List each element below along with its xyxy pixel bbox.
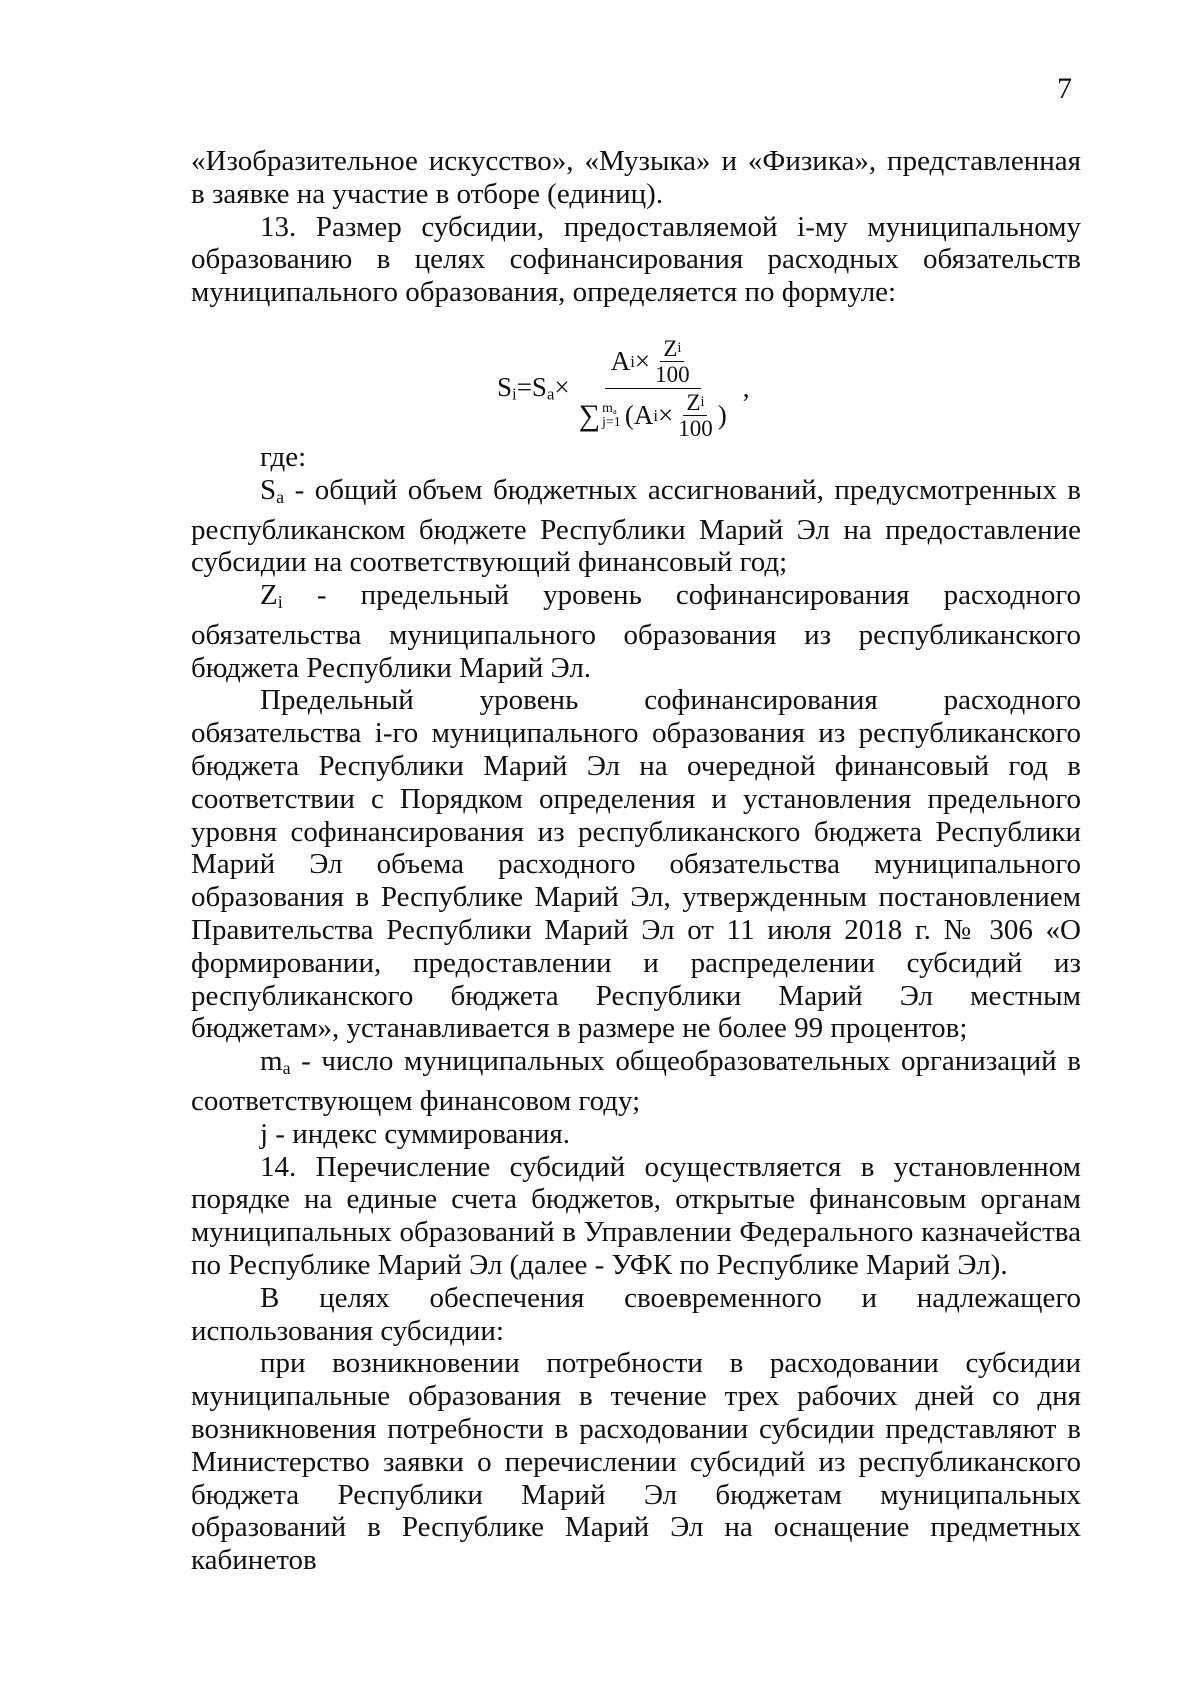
- where-label: где:: [260, 440, 307, 473]
- formula-sa: S: [531, 372, 547, 403]
- ma-definition-text: - число муниципальных общеобразовательных организаций в соответствующем финансовом году;: [191, 1045, 1081, 1117]
- page-number: 7: [1057, 72, 1072, 105]
- definition-sa: [191, 474, 1081, 579]
- formula-sum-upper: [602, 402, 621, 416]
- paragraph-purpose: В целях обеспечения своевременного и надлежащего использования субсидии:: [191, 1281, 1081, 1347]
- formula-hundred: 100: [655, 362, 690, 387]
- subsidy-formula: [497, 337, 749, 440]
- formula-z-2: Z: [686, 390, 701, 415]
- formula-sum-lower: j=1: [602, 414, 621, 430]
- formula-z: Z: [663, 336, 678, 361]
- paragraph-13: 13. Размер субсидии, предоставляемой i-му муниципальному образованию в целях софинансирования расходных обязательств муниципального образования, определяется по формуле:: [191, 210, 1081, 309]
- formula-a-2: A: [633, 400, 654, 430]
- formula-z-sub-2: i: [700, 394, 705, 411]
- formula-a: A: [610, 346, 631, 376]
- formula-sum-limits: [602, 402, 621, 430]
- definition-zi: [191, 579, 1081, 684]
- formula-equals: =: [516, 372, 532, 403]
- formula-sum-m-sub: a: [612, 405, 617, 416]
- zi-definition-text: - предельный уровень софинансирования расходного обязательства муниципального образования из республиканского бюджета Республики Марий Эл.: [191, 579, 1081, 684]
- paragraph-application: при возникновении потребности в расходовании субсидии муниципальные образования в течение трех рабочих дней со дня возникновения потребности в расходовании субсидии представляют в Министерство заявки о перечислении субсидий из республиканского бюджета Республики Марий Эл бюджетам муниципальных образований в Республике Марий Эл на оснащение предметных кабинетов: [191, 1347, 1081, 1577]
- formula-times: ×: [554, 372, 570, 403]
- formula-lhs: [497, 372, 570, 405]
- zi-symbol: Z: [260, 579, 278, 612]
- formula-hundred-2: 100: [678, 416, 713, 441]
- formula-a-sub: i: [630, 351, 635, 371]
- definition-j: j - индекс суммирования.: [260, 1117, 571, 1150]
- sa-subscript: a: [276, 486, 285, 507]
- formula-s-sub: i: [512, 384, 517, 404]
- formula-sum-m: m: [602, 400, 613, 416]
- formula-rparen: ): [717, 400, 727, 430]
- formula-times-3: ×: [657, 400, 674, 430]
- formula-denominator: [573, 389, 733, 440]
- ma-symbol: m: [260, 1045, 283, 1078]
- formula-s: S: [497, 372, 513, 403]
- formula-comma: ,: [742, 373, 750, 403]
- formula-z-numerator-2: [683, 391, 707, 416]
- definition-ma: [191, 1045, 1081, 1118]
- ma-subscript: a: [282, 1058, 291, 1079]
- formula-sigma: ∑: [578, 398, 601, 432]
- formula-times-2: ×: [634, 346, 651, 376]
- formula-main-fraction: [573, 337, 733, 440]
- level-paragraph: Предельный уровень софинансирования расходного обязательства i-го муниципального образования из республиканского бюджета Республики Марий Эл на очередной финансовый год в соответствии с Порядком определения и установления предельного уровня софинансирования из республиканского бюджета Республики Марий Эл объема расходного обязательства муниципального образования в Республике Марий Эл, утвержденным постановлением Правительства Республики Марий Эл от 11 июля 2018 г. № 306 «О формировании, предоставлении и распределении субсидий из республиканского бюджета Республики Марий Эл местным бюджетам», устанавливается в размере не более 99 процентов;: [191, 684, 1081, 1045]
- sa-definition-text: - общий объем бюджетных ассигнований, предусмотренных в республиканском бюджете Республики Марий Эл на предоставление субсидии на соответствующий финансовый год;: [191, 473, 1081, 579]
- sa-symbol: S: [260, 473, 277, 506]
- formula-sa-sub: a: [546, 384, 555, 404]
- zi-subscript: i: [277, 592, 283, 613]
- formula-z-numerator: [660, 337, 684, 362]
- formula-numerator: [605, 337, 701, 389]
- formula-z-fraction-2: [675, 391, 716, 440]
- formula-z-fraction: [652, 337, 693, 386]
- formula-a-sub-2: i: [653, 405, 658, 425]
- paragraph-continuation: «Изобразительное искусство», «Музыка» и «Физика», представленная в заявке на участие в отборе (единиц).: [191, 145, 1081, 210]
- paragraph-14: 14. Перечисление субсидий осуществляется в установленном порядке на единые счета бюджетов, открытые финансовым органам муниципальных образований в Управлении Федерального казначейства по Республике Марий Эл (далее - УФК по Республике Марий Эл).: [191, 1150, 1081, 1281]
- formula-z-sub: i: [677, 340, 682, 357]
- formula-lparen: (: [624, 400, 634, 430]
